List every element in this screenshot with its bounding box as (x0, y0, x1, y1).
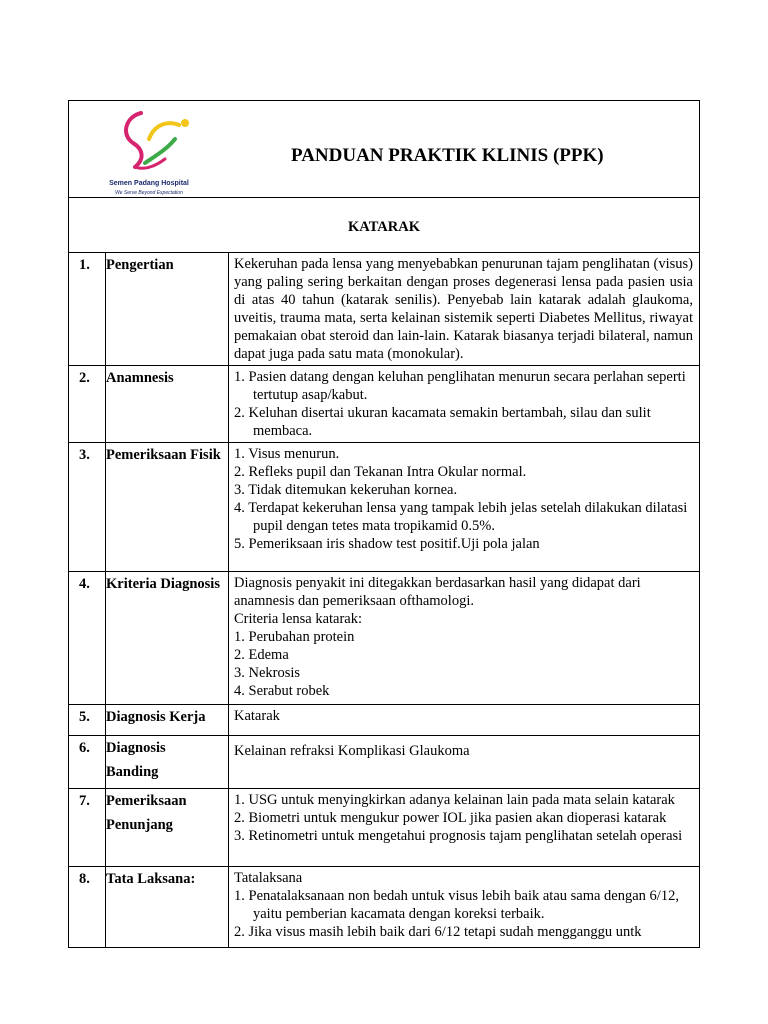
hospital-logo (95, 109, 203, 196)
list-item: 2. Refleks pupil dan Tekanan Intra Okular normal. (234, 464, 527, 480)
table-row (69, 253, 700, 366)
table-row (69, 736, 700, 789)
row-label-line: Diagnosis (106, 740, 166, 756)
list-item: 1. Visus menurun. (234, 446, 340, 462)
list-item: 2. Edema (234, 647, 289, 663)
list-item: 3. Nekrosis (234, 665, 301, 681)
logo-name: Semen Padang Hospital (109, 180, 189, 187)
list-item: 1. Pasien datang dengan keluhan penglihatan menurun secara perlahan seperti tertutup asap/kabut. (234, 369, 686, 403)
row-content (229, 443, 700, 572)
row-label-line: Pemeriksaan (106, 793, 187, 809)
logo-tagline: We Serve Beyond Expectation (115, 190, 183, 196)
row-label-line: Banding (106, 764, 159, 780)
table-row (69, 572, 700, 705)
row-text: Kelainan refraksi Komplikasi Glaukoma (234, 743, 470, 759)
list-item: 1. Perubahan protein (234, 629, 355, 645)
row-content: Kekeruhan pada lensa yang menyebabkan penurunan tajam penglihatan (visus) yang paling sering berkaitan dengan proses degenerasi lensa pada pasien usia di atas 40 tahun (katarak senilis). Penyebab lain katarak adalah glaukoma, uveitis, trauma mata, serta kelainan sistemik seperti Diabetes Mellitus, riwayat pemakaian obat steroid dan lain-lain. Katarak biasanya terjadi bilateral, namun dapat juga pada satu mata (monokular). (229, 253, 700, 366)
list-item: 1. Penatalaksanaan non bedah untuk visus lebih baik atau sama dengan 6/12, yaitu pemberian kacamata dengan koreksi terbaik. (234, 888, 679, 922)
row-label (106, 736, 229, 789)
row-number: 6. (69, 736, 106, 789)
row-number: 8. (69, 867, 106, 948)
row-number: 1. (69, 253, 106, 366)
list-item: 4. Terdapat kekeruhan lensa yang tampak lebih jelas setelah dilakukan dilatasi pupil dengan tetes mata tropikamid 0.5%. (234, 500, 688, 534)
row-content: Katarak (229, 705, 700, 736)
table-row (69, 867, 700, 948)
row-content (229, 366, 700, 443)
list-item: 3. Retinometri untuk mengetahui prognosis tajam penglihatan setelah operasi (234, 828, 683, 844)
table-row (69, 366, 700, 443)
header-row (69, 101, 700, 198)
list-item: 1. USG untuk menyingkirkan adanya kelainan lain pada mata selain katarak (234, 792, 675, 808)
row-label: Anamnesis (106, 366, 229, 443)
list-item: 2. Keluhan disertai ukuran kacamata semakin bertambah, silau dan sulit membaca. (234, 405, 651, 439)
header-cell (69, 101, 700, 198)
section-title: KATARAK (69, 198, 700, 253)
table-row (69, 789, 700, 867)
row-content (229, 572, 700, 705)
row-content (229, 789, 700, 867)
list-item: 2. Jika visus masih lebih baik dari 6/12 tetapi sudah mengganggu untk (234, 924, 642, 940)
document-title: PANDUAN PRAKTIK KLINIS (PPK) (291, 145, 604, 166)
row-subheading: Criteria lensa katarak: (234, 611, 363, 627)
row-number: 5. (69, 705, 106, 736)
row-label (106, 789, 229, 867)
list-item: 4. Serabut robek (234, 683, 330, 699)
row-number: 2. (69, 366, 106, 443)
row-label-line: Penunjang (106, 817, 173, 833)
hospital-logo-icon (105, 109, 193, 173)
list-item: 5. Pemeriksaan iris shadow test positif.Uji pola jalan (234, 536, 540, 552)
row-label: Pemeriksaan Fisik (106, 443, 229, 572)
ppk-table (68, 100, 700, 948)
row-label: Kriteria Diagnosis (106, 572, 229, 705)
row-number: 4. (69, 572, 106, 705)
row-label: Tata Laksana: (106, 867, 229, 948)
section-row (69, 198, 700, 253)
row-content (229, 736, 700, 789)
row-number: 7. (69, 789, 106, 867)
list-item: 3. Tidak ditemukan kekeruhan kornea. (234, 482, 458, 498)
row-label: Diagnosis Kerja (106, 705, 229, 736)
table-row (69, 443, 700, 572)
list-item: 2. Biometri untuk mengukur power IOL jika pasien akan dioperasi katarak (234, 810, 667, 826)
row-intro: Tatalaksana (234, 870, 303, 886)
row-content (229, 867, 700, 948)
row-intro: Diagnosis penyakit ini ditegakkan berdasarkan hasil yang didapat dari anamnesis dan pemeriksaan ofthamologi. (234, 575, 641, 609)
row-label: Pengertian (106, 253, 229, 366)
table-row (69, 705, 700, 736)
row-number: 3. (69, 443, 106, 572)
